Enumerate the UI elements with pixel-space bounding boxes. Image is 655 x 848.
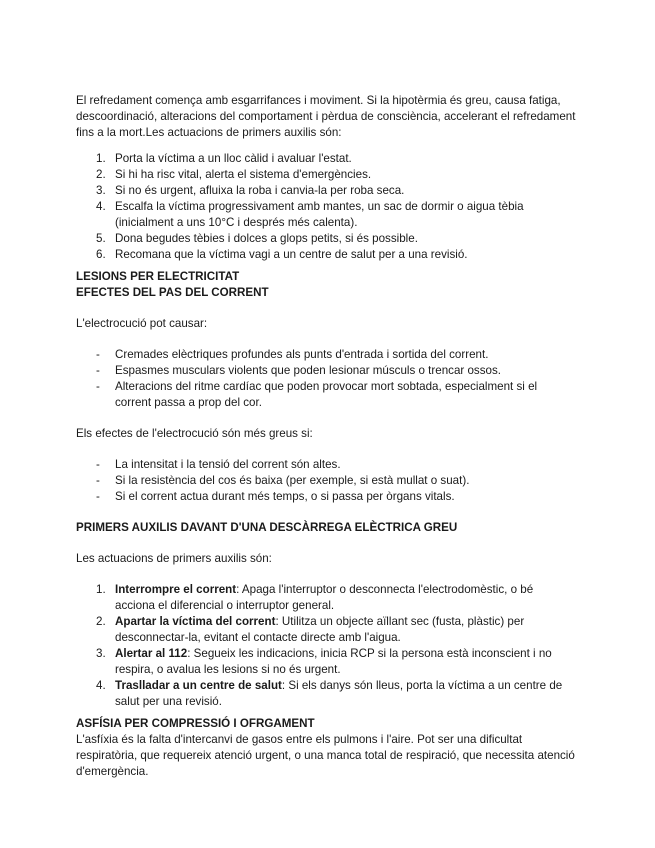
list-item: 1. Porta la víctima a un lloc càlid i avaluar l'estat. <box>96 152 352 165</box>
list-item: 2. Si hi ha risc vital, alerta el sistema d'emergències. <box>96 168 372 181</box>
list-item: - Si el corrent actua durant més temps, o si passa per òrgans vitals. <box>96 490 455 503</box>
list-item: 4. Escalfa la víctima progressivament amb mantes, un sac de dormir o aigua tèbia (inicialment a uns 10°C i després més calenta). <box>96 200 524 229</box>
list-item: 2. Apartar la víctima del corrent: Utilitza un objecte aïllant sec (fusta, plàstic) per desconnectar-la, evitant el contacte directe amb l'aigua. <box>96 615 525 644</box>
list-item: 5. Dona begudes tèbies i dolces a glops petits, si és possible. <box>96 232 418 245</box>
document-page <box>76 93 576 780</box>
list-item: - Espasmes musculars violents que poden lesionar músculs o trencar ossos. <box>96 364 501 377</box>
hypothermia-intro: El refredament comença amb esgarrifances i moviment. Si la hipotèrmia és greu, causa fatiga, descoordinació, alteracions del comportament i pèrdua de consciència, accelerant el refredament fins a la mort.Les actuacions de primers auxilis són: <box>76 94 576 139</box>
list-item: 6. Recomana que la víctima vagi a un centre de salut per a una revisió. <box>96 248 468 261</box>
section-heading-electricity: LESIONS PER ELECTRICITAT <box>76 270 240 283</box>
first-aid-intro: Les actuacions de primers auxilis són: <box>76 552 272 565</box>
electrocution-intro: L'electrocució pot causar: <box>76 317 208 330</box>
list-item: - Alteracions del ritme cardíac que poden provocar mort sobtada, especialment si el corrent passa a prop del cor. <box>96 380 538 409</box>
electrocution-effects-list <box>76 347 576 411</box>
section-heading-current-effects: EFECTES DEL PAS DEL CORRENT <box>76 286 269 299</box>
list-item: 4. Traslladar a un centre de salut: Si els danys són lleus, porta la víctima a un centre de salut per una revisió. <box>96 679 563 708</box>
list-item: - La intensitat i la tensió del corrent són altes. <box>96 458 341 471</box>
section-heading-first-aid: PRIMERS AUXILIS DAVANT D'UNA DESCÀRREGA ELÈCTRICA GREU <box>76 521 458 534</box>
list-item: 3. Si no és urgent, afluixa la roba i canvia-la per roba seca. <box>96 184 405 197</box>
severity-conditions-list <box>76 457 576 505</box>
list-item: - Cremades elèctriques profundes als punts d'entrada i sortida del corrent. <box>96 348 489 361</box>
list-item: - Si la resistència del cos és baixa (per exemple, si està mullat o suat). <box>96 474 470 487</box>
list-item: 3. Alertar al 112: Segueix les indicacions, inicia RCP si la persona està inconscient i no respira, o avalua les lesions si no és urgent. <box>96 647 552 676</box>
section-heading-asphyxia: ASFÍSIA PER COMPRESSIÓ I OFRGAMENT <box>76 717 315 730</box>
first-aid-steps-list <box>76 582 576 710</box>
asphyxia-paragraph: L'asfíxia és la falta d'intercanvi de gasos entre els pulmons i l'aire. Pot ser una dificultat respiratòria, que requereix atenció urgent, o una manca total de respiració, que necessita atenció d'emergència. <box>76 733 575 778</box>
hypothermia-steps-list <box>76 151 576 263</box>
severity-intro: Els efectes de l'electrocució són més greus si: <box>76 427 313 440</box>
list-item: 1. Interrompre el corrent: Apaga l'interruptor o desconnecta l'electrodomèstic, o bé acciona el diferencial o interruptor general. <box>96 583 534 612</box>
